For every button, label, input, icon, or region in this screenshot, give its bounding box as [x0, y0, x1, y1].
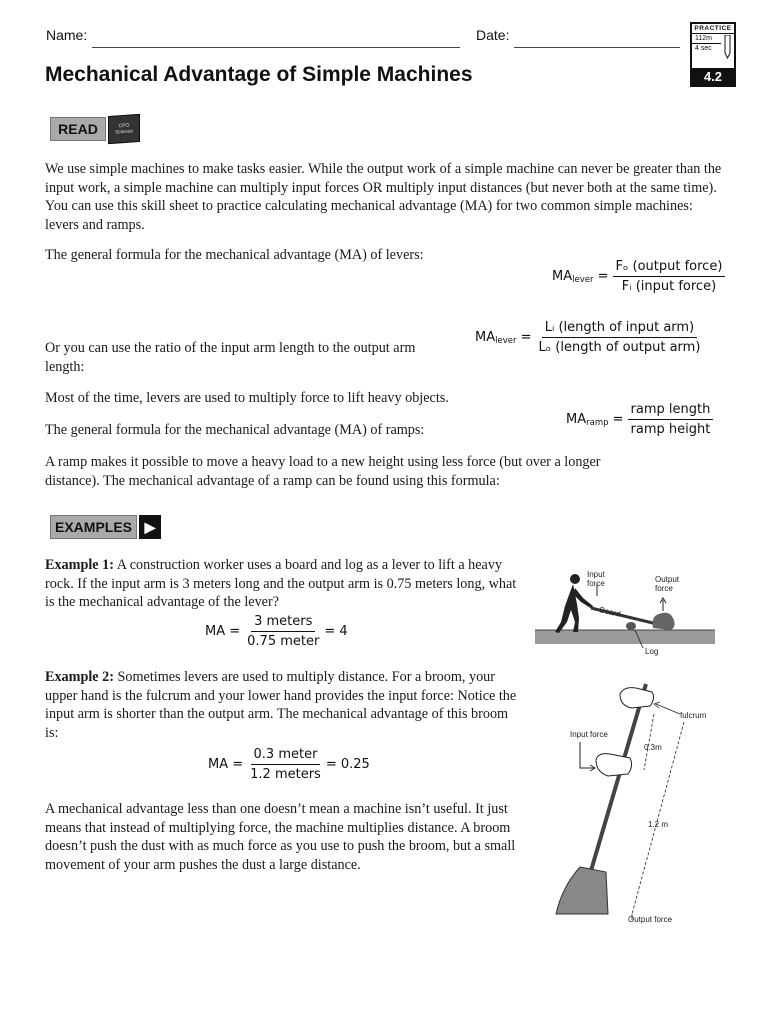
ground	[535, 630, 715, 644]
lever-formula-intro: The general formula for the mechanical advantage (MA) of levers:	[45, 247, 424, 263]
ramp-formula-intro: The general formula for the mechanical advantage (MA) of ramps:	[45, 422, 425, 438]
rock	[653, 613, 675, 630]
date-field[interactable]	[514, 47, 680, 48]
ramp-explanation: A ramp makes it possible to move a heavy load to a new height using less force (but over a longer distance). The mechanical advantage of a ramp can be found using this formula:	[45, 454, 601, 489]
badge-line1: 112m	[695, 35, 712, 42]
upper-hand	[620, 688, 654, 708]
long-length-label: 1.2 m	[648, 820, 669, 829]
example-2-formula	[208, 747, 370, 782]
lever-ratio-intro: Or you can use the ratio of the input arm length to the output arm length:	[45, 340, 416, 375]
intro-paragraph: We use simple machines to make tasks easier. While the output work of a simple machine can never be greater than the input work, a simple machine can multiply input forces OR multiply input distances (but never both at the same time). You can use this skill sheet to practice calculating mechanical advantage (MA) for two common simple machines: levers and ramps.	[45, 161, 722, 233]
formula-fraction: $\frac{\text{3 meters}}{\text{0.75 meter}}$	[247, 614, 320, 649]
book-text-2: Science	[115, 128, 133, 136]
name-label: Name:	[46, 27, 88, 43]
lower-hand	[596, 754, 632, 776]
example-2-text: Example 2: Sometimes levers are used to multiply distance. For a broom, your upper hand is the fulcrum and your lower hand provides the input force: Notice the input arm is shorter than the output arm. The mechanical advantage of this broom is:	[45, 669, 517, 741]
lever-diagram	[535, 566, 715, 660]
formula-result: = 0.25	[325, 757, 370, 772]
lever-usage-text: Most of the time, levers are used to multiply force to lift heavy objects.	[45, 390, 449, 406]
play-arrow-icon: ▶	[139, 515, 161, 539]
ramp-formula	[566, 402, 713, 437]
lever-force-formula	[552, 259, 725, 294]
formula-lhs: MA =	[205, 624, 241, 639]
closing-paragraph: A mechanical advantage less than one doesn’t mean a machine isn’t useful. It just means that instead of multiplying force, the machine multiplies distance. A broom doesn’t push the dust with as much force as you use to push the broom, but a small movement of your arm pushes the dust a large distance.	[45, 801, 516, 873]
example-1-text: Example 1: A construction worker uses a board and log as a lever to lift a heavy rock. If the input arm is 3 meters long and the output arm is 0.75 meters long, what is the mechanical advantage of the lever?	[45, 557, 517, 611]
badge-top: PRACTICE	[692, 24, 734, 34]
log-label: Log	[645, 647, 659, 656]
formula-lhs: MAlever =	[475, 330, 532, 346]
broom-output-force-label: Output force	[628, 915, 673, 924]
read-tag	[50, 115, 144, 143]
practice-badge	[690, 22, 736, 87]
broom-diagram	[550, 682, 730, 928]
date-label: Date:	[476, 27, 510, 43]
example-1-label: Example 1:	[45, 557, 114, 573]
lever-length-formula	[475, 320, 703, 355]
formula-result: = 4	[324, 624, 348, 639]
example-1-formula	[205, 614, 348, 649]
output-force-arrow	[660, 598, 666, 611]
short-dimension	[644, 714, 654, 770]
board-label: Board	[598, 605, 622, 619]
page-title: Mechanical Advantage of Simple Machines	[45, 63, 473, 86]
fulcrum-label: fulcrum	[680, 711, 707, 720]
examples-label: EXAMPLES	[50, 515, 137, 539]
short-length-label: 0.3m	[644, 743, 662, 752]
formula-lhs: MAramp =	[566, 412, 624, 428]
formula-fraction: $\frac{\text{Fₒ (output force)}}{\text{Fᵢ (input force)}}$	[613, 259, 726, 294]
lever-input-force-label: Input force	[587, 570, 605, 588]
pencil-icon	[724, 35, 731, 59]
input-force-arrow	[580, 742, 595, 771]
badge-number: 4.2	[692, 68, 734, 85]
formula-lhs: MA =	[208, 757, 244, 772]
badge-line2: 4 sec	[692, 43, 721, 53]
formula-fraction: $\frac{\text{0.3 meter}}{\text{1.2 meters}}$	[250, 747, 321, 782]
examples-tag	[50, 515, 161, 541]
broom-input-force-label: Input force	[570, 730, 608, 739]
lever-output-force-label: Output force	[655, 575, 680, 593]
broom-head	[556, 867, 608, 914]
book-icon	[108, 114, 140, 144]
read-label: READ	[50, 117, 106, 141]
log	[626, 622, 636, 630]
example-2-label: Example 2:	[45, 669, 114, 685]
formula-fraction: $\frac{\text{ramp length}}{\text{ramp height}}$	[628, 402, 714, 437]
broom-handle	[590, 684, 646, 874]
formula-fraction: $\frac{\text{Lᵢ (length of input arm)}}{\text{Lₒ (length of output arm)}}$	[538, 320, 701, 355]
name-field[interactable]	[92, 47, 460, 48]
book-text-1: CPO	[118, 122, 130, 130]
formula-lhs: MAlever =	[552, 269, 609, 285]
